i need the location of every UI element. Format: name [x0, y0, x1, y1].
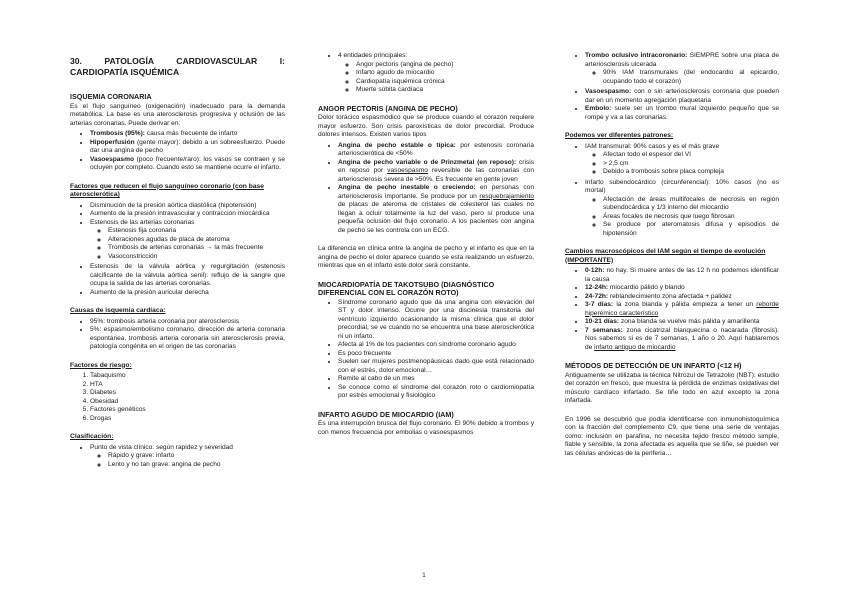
- paragraph: La diferencia en clínica entre la angina de pecho y el infarto es que en la angina de pecho el dolor aparece cuando se esta realizando un esfuerzo, mientras que en el infarto este dolor será constante.: [318, 245, 534, 269]
- column-right: [565, 52, 779, 460]
- list-item: • 7 semanas: zona cicatrizal blanquecina o nacarada (fibrosis). Nos sabemos si es de 7 semanas, 1 año o 20. Aquí hablaremos de infarto antiguo de miocardio: [585, 327, 779, 353]
- list-item: • Síndrome coronario agudo que da una angina con elevación del ST y dolor intenso. Ocurre por una discinesia transitoria del ventrículo izquierdo ocasionando la misma clínica que el dolor precordial, se ve cuando no se encuentra una base aterosclerótica ni un infarto.: [338, 299, 534, 342]
- list-item: • 95%: trombosis arteria coronaria por aterosclerosis: [90, 318, 285, 327]
- sub-list-item: ◦ Rápido y grave: infarto: [108, 452, 285, 461]
- list-item: • Afecta al 1% de los pacientes con síndrome coronario agudo: [338, 341, 534, 350]
- section-heading-metodos: MÉTODOS DE DETECCIÓN DE UN INFARTO (<12 H): [565, 361, 742, 370]
- sub-list-item: ◦ Lento y no tan grave: angina de pecho: [108, 461, 285, 470]
- list: [70, 202, 285, 298]
- list-item: • Angina de pecho variable o de Prinzmetal (en reposo): crisis en reposo por vasoespasmo reversible de las coronarias con arteriosclerosis severa de >50%. Es frecuente en gente joven: [338, 159, 534, 185]
- sub-list-item: ◦ Afectan todo el espesor del VI: [603, 151, 779, 160]
- list-item: • Punto de vista clínico: según rapidez y severidad ◦ Rápido y grave: infarto ◦ Lento y no tan grave: angina de pecho: [90, 444, 285, 470]
- section-heading-factores: Factores que reducen el flujo sanguíneo coronario (con base aterosclerótica): [70, 182, 264, 198]
- sub-list-item: ◦ Cardiopatía isquémica crónica: [356, 78, 534, 87]
- paragraph: En 1996 se descubrió que podía identificarse con inmunohistoquímica con la fracción del complemento C9, que tiene una serie de ventajas como: inclusión en parafina, no necesita tejido fresco método simple, fiable y sensible, la zona afectada es aquella que se tiñe, se pueden ver las células anóxicas de la periferia…: [565, 415, 779, 457]
- list-item: • Estenosis de las arterias coronarias ◦ Estenosis fija coronaria ◦ Alteraciones agudas de placa de ateroma ◦ Trombosis de arterias coronarias → la más frecuente ◦ Vasoconstricción: [90, 219, 285, 262]
- page-title: 30. PATOLOGÍA CARDIOVASCULAR I: CARDIOPATÍA ISQUÉMICA: [70, 56, 285, 77]
- sub-list-item: ◦ Alteraciones agudas de placa de ateroma: [108, 236, 285, 245]
- page-number: 1: [422, 572, 426, 579]
- sub-list: [585, 151, 779, 177]
- list-item: 4. Obesidad: [90, 398, 285, 407]
- list-item: 6. Drogas: [90, 415, 285, 424]
- sub-list-item: ◦ Muerte súbita cardíaca: [356, 86, 534, 95]
- sub-list: [585, 196, 779, 239]
- list: [565, 52, 779, 122]
- sub-list-item: ◦ Se produce por ateromatosis difusa y episodios de hipotensión: [603, 221, 779, 238]
- section-heading-causas: Causas de isquemia cardíaca:: [70, 307, 166, 314]
- sub-list-item: ◦ Infarto agudo de miocardio: [356, 69, 534, 78]
- sub-list-item: ◦ Afectación de áreas multifocales de necrosis en región subendocárdica y 1/3 interno del miocardio: [603, 196, 779, 213]
- list-item: 5. Factores genéticos: [90, 406, 285, 415]
- list-item: • Remite al cabo de un mes: [338, 375, 534, 384]
- list-item: 1. Tabaquismo: [90, 372, 285, 381]
- list-item: • Angina de pecho inestable o creciendo: en personas con arteriosclerosis importante. Se produce por un resquebrajamiento de placas de ateroma de cristales de colesterol las cuales no llegan a ocluir totalmente la luz del vaso, pero sí produce una pequeña oclusión del flujo coronario. A los pacientes con angina de pecho se les controla con un ECG.: [338, 184, 534, 235]
- paragraph: Antiguamente se utilizaba la técnica Nitrozul de Tetrazolio (NBT): estudio del corazón en fresco, que muestra la pérdida de enzimas oxidativas del músculo cardíaco infartado. Se tiñe todo en azul excepto la zona infartada.: [565, 371, 779, 404]
- list-item: • 5%: espasmo/embolismo coronario, dirección de arteria coronaria espontánea, trombosis arteria coronaria sin aterosclerosis previa, patología congénita en el origen de las coronarias: [90, 326, 285, 352]
- list-item: • Es poco frecuente: [338, 350, 534, 359]
- list-item: • Embolo: suele ser un trombo mural izquierdo pequeño que se rompe y va a las coronarias.: [585, 105, 779, 122]
- column-middle: [318, 52, 534, 439]
- list-item: • Trombo oclusivo intracoronario: SIEMPRE sobre una placa de arteriosclerosis ulcerada ◦ 90% IAM transmurales (del endocardio al epicardio, ocupando todo el corazón): [585, 52, 779, 86]
- section-heading-riesgo: Factores de riesgo:: [70, 361, 132, 369]
- sub-list: [90, 452, 285, 469]
- list: [565, 267, 779, 352]
- list-item: • Suelen ser mujeres postmenopáusicas dado que está relacionado con el estrés, dolor emocional…: [338, 358, 534, 375]
- section-heading-iam: INFARTO AGUDO DE MIOCARDIO (IAM): [318, 409, 454, 419]
- list-item: • Disminución de la presión aórtica diastólica (hipotensión): [90, 202, 285, 211]
- section-heading-angor: ANGOR PECTORIS (ANGINA DE PECHO): [318, 103, 458, 113]
- sub-list: [338, 61, 534, 95]
- list-item: • 4 entidades principales: ◦ Angor pectoris (angina de pecho) ◦ Infarto agudo de miocardio ◦ Cardiopatía isquémica crónica ◦ Muerte súbita cardíaca: [338, 52, 534, 95]
- list: [318, 52, 534, 95]
- sub-list: [90, 227, 285, 261]
- sub-list-item: ◦ 90% IAM transmurales (del endocardio al epicardio, ocupando todo el corazón): [603, 69, 779, 86]
- list-item: • 3-7 días: la zona blanda y pálida empieza a tener un reborde hiperémico característico: [585, 301, 779, 318]
- sub-list-item: ◦ Áreas focales de necrosis que luego fibrosan: [603, 213, 779, 222]
- list-item: • Trombosis (95%): causa más frecuente de infarto: [90, 130, 285, 139]
- list-item: 3. Diabetes: [90, 389, 285, 398]
- list-item: • Hipoperfusión (gente mayor): debido a un sobreesfuerzo. Puede dar una angina de pecho: [90, 139, 285, 156]
- list-item: • Vasoespasmo (poco frecuente/raro): los vasos se contraen y se ocluyen por completo. Cuando esto se mantiene ocurre el infarto.: [90, 156, 285, 173]
- list: [565, 143, 779, 239]
- list-item: • Estenosis de la válvula aórtica y regurgitación (estenosis calcificante de la válvula aórtica senil): reflujo de la sangre que ocupa la salida de las arterias coronarias.: [90, 263, 285, 289]
- section-heading-isquemia: ISQUEMIA CORONARIA: [70, 92, 152, 101]
- list-item: • Aumento de la presión auricular derecha: [90, 289, 285, 298]
- list-item: • 0-12h: no hay. Si muere antes de las 12 h no podemos identificar la causa: [585, 267, 779, 284]
- list-item: • Aumento de la presión intravascular y contracción miocárdica: [90, 210, 285, 219]
- list-item: 2. HTA: [90, 381, 285, 390]
- sub-list-item: ◦ > 2,5 cm: [603, 160, 779, 169]
- section-heading-clasificacion: Clasificación:: [70, 433, 114, 440]
- list-item: • 10-21 días: zona blanda se vuelve más pálida y amarillenta: [585, 318, 779, 327]
- column-left: [70, 52, 285, 471]
- list: [318, 142, 534, 236]
- list-item: • Se conoce como el síndrome del corazón roto o cardiomiopatía por estrés emocional y fisiológico: [338, 384, 534, 401]
- sub-list-item: ◦ Vasoconstricción: [108, 253, 285, 262]
- paragraph: Es el flujo sanguíneo (oxigenación) inadecuado para la demanda metabólica. La base es una aterosclerosis progresiva y oclusión de las arterias coronarias. Puede derivar en:: [70, 102, 285, 127]
- list: [70, 444, 285, 470]
- numbered-list: [70, 372, 285, 423]
- section-heading-takotsubo: MIOCARDIOPATÍA DE TAKOTSUBO (DIAGNÓSTICO DIFERENCIAL CON EL CORAZÓN ROTO): [318, 279, 495, 297]
- list: [70, 130, 285, 173]
- sub-list-item: ◦ Estenosis fija coronaria: [108, 227, 285, 236]
- sub-list: [585, 69, 779, 86]
- list-item: • 24-72h: reblandecimiento zona afectada + palidez: [585, 293, 779, 302]
- sub-list-item: ◦ Debido a trombosis sobre placa compleja: [603, 168, 779, 177]
- sub-list-item: ◦ Trombosis de arterias coronarias → la más frecuente: [108, 244, 285, 253]
- list: [318, 299, 534, 401]
- section-heading-patrones: Podemos ver diferentes patrones:: [565, 132, 674, 139]
- list-item: • Angina de pecho estable o típica: por estenosis coronaria arteriosclerótica de <50%: [338, 142, 534, 159]
- section-heading-cambios: Cambios macroscópicos del IAM según el tiempo de evolución (IMPORTANTE): [565, 248, 766, 264]
- paragraph: Es una interrupción brusca del flujo coronario. El 90% debido a trombos y con menos frecuencia por embolias o vasoespasmos: [318, 420, 534, 436]
- paragraph: Dolor torácico espasmódico que se produce cuando el corazón requiere mayor esfuerzo. Son crisis paroxísticas de dolor precordial. Produce dolores intensos. Existen varios tipos: [318, 114, 534, 138]
- list-item: • 12-24h: miocardio pálido y blando: [585, 284, 779, 293]
- list-item: • IAM transmural: 90% casos y es el más grave ◦ Afectan todo el espesor del VI ◦ > 2,5 cm ◦ Debido a trombosis sobre placa compleja: [585, 143, 779, 177]
- sub-list-item: ◦ Angor pectoris (angina de pecho): [356, 61, 534, 70]
- list-item: • Infarto subendocárdico (circunferencial): 10% casos (no es mortal) ◦ Afectación de áreas multifocales de necrosis en región subendocárdica y 1/3 interno del miocardio ◦ Áreas focales de necrosis que luego fibrosan ◦ Se produce por ateromatosis difusa y episodios de hipotensión: [585, 179, 779, 239]
- list-item: • Vasoespasmo: con o sin arteriosclerosis coronaria que pueden dar en un momento agregación plaquetaria: [585, 88, 779, 105]
- list: [70, 318, 285, 352]
